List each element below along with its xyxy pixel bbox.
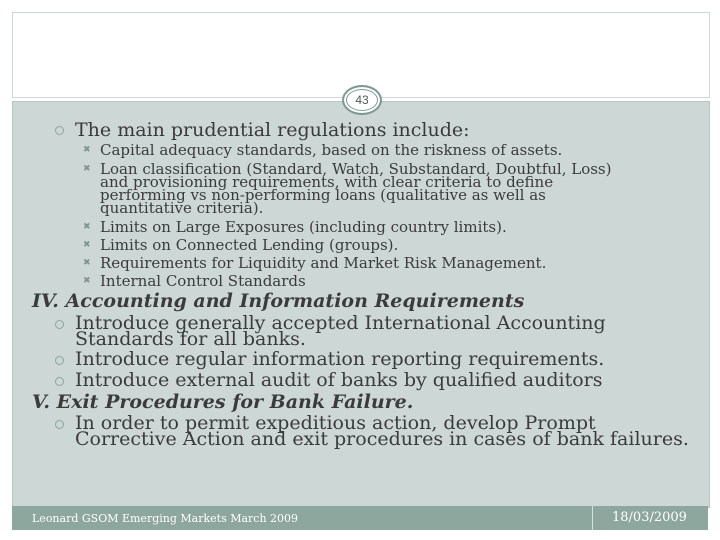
footer-divider (592, 506, 593, 530)
x-bullet-icon: ✖ (83, 145, 91, 155)
section-v-heading: V. Exit Procedures for Bank Failure. (32, 391, 414, 413)
page-number-badge: 43 (342, 85, 382, 115)
x-bullet-icon: ✖ (83, 222, 91, 232)
regulation-item: Limits on Large Exposures (including country limits). (100, 218, 507, 236)
hollow-circle-bullet-icon (55, 126, 64, 135)
regulation-item-continuation: and provisioning requirements, with clear criteria to define (100, 173, 554, 191)
regulation-item: Internal Control Standards (100, 272, 306, 290)
x-bullet-icon: ✖ (83, 240, 91, 250)
footer-date: 18/03/2009 (612, 510, 687, 525)
hollow-circle-bullet-icon (55, 356, 64, 365)
regulation-item: Capital adequacy standards, based on the riskness of assets. (100, 141, 563, 159)
intro-text: The main prudential regulations include: (75, 119, 470, 141)
section-iv-item: Introduce external audit of banks by qualified auditors (75, 369, 603, 391)
regulation-item-continuation: performing vs non-performing loans (qualitative as well as (100, 186, 546, 204)
section-iv-heading: IV. Accounting and Information Requirements (32, 290, 525, 312)
x-bullet-icon: ✖ (83, 258, 91, 268)
hollow-circle-bullet-icon (55, 320, 64, 329)
x-bullet-icon: ✖ (83, 276, 91, 286)
x-bullet-icon: ✖ (83, 164, 91, 174)
section-iv-item: Introduce generally accepted International Accounting (75, 312, 606, 334)
hollow-circle-bullet-icon (55, 377, 64, 386)
regulation-item: Loan classification (Standard, Watch, Substandard, Doubtful, Loss) (100, 160, 612, 178)
section-v-item: In order to permit expeditious action, develop Prompt (75, 412, 596, 434)
section-iv-item-continuation: Standards for all banks. (75, 328, 306, 350)
regulation-item: Requirements for Liquidity and Market Risk Management. (100, 254, 547, 272)
section-v-item-continuation: Corrective Action and exit procedures in cases of bank failures. (75, 428, 689, 450)
section-iv-item: Introduce regular information reporting requirements. (75, 348, 605, 370)
regulation-item-continuation: quantitative criteria). (100, 199, 264, 217)
regulation-item: Limits on Connected Lending (groups). (100, 236, 399, 254)
hollow-circle-bullet-icon (55, 420, 64, 429)
footer-label: Leonard GSOM Emerging Markets March 2009 (32, 512, 299, 525)
